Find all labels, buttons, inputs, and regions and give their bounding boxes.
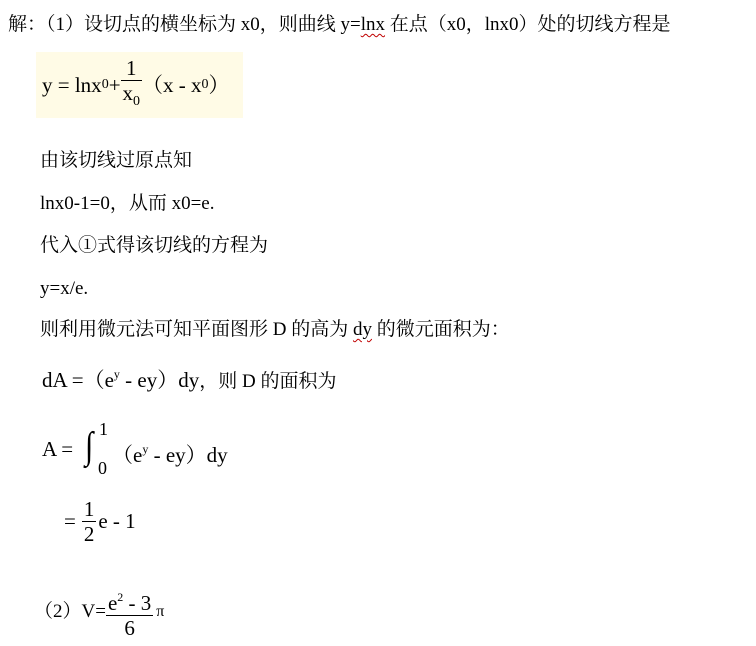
da-rest: - ey）dy bbox=[119, 368, 200, 392]
area-integral bbox=[42, 416, 302, 476]
volume-num-base: e bbox=[107, 590, 118, 615]
area-result-fraction bbox=[82, 497, 97, 546]
integrand bbox=[112, 436, 228, 468]
tangent-paren: （x - x bbox=[142, 73, 202, 97]
integral-upper-limit: 1 bbox=[99, 419, 108, 439]
tangent-plus: + bbox=[108, 73, 121, 97]
volume-den: 6 bbox=[106, 615, 153, 640]
area-result-den: 2 bbox=[83, 521, 95, 546]
tangent-frac-den bbox=[121, 80, 143, 114]
part2-label: （2）V= bbox=[34, 601, 106, 622]
text-line-1: 由该切线过原点知 bbox=[40, 150, 193, 171]
integral-sign: ∫ bbox=[85, 425, 94, 467]
solution-label: 解： bbox=[8, 14, 47, 35]
da-tail: ，则 D 的面积为 bbox=[199, 371, 337, 392]
tangent-frac-num: 1 bbox=[126, 56, 137, 80]
integrand-sup: y bbox=[142, 442, 149, 456]
intro-text-2: 在点（x0，lnx0）处的切线方程是 bbox=[385, 14, 671, 35]
tangent-fraction bbox=[121, 56, 143, 114]
volume-num-rest: - 3 bbox=[123, 590, 152, 615]
area-result-num: 1 bbox=[83, 496, 95, 521]
line5-text-1: 则利用微元法可知平面图形 D 的高为 bbox=[40, 319, 353, 340]
volume-result bbox=[34, 582, 164, 642]
line5-dy: dy bbox=[352, 319, 372, 340]
integral-lower-limit: 0 bbox=[98, 458, 107, 478]
integrand-open: （e bbox=[112, 443, 143, 467]
intro-text-1: （1）设切点的横坐标为 x0，则曲线 y= bbox=[46, 14, 361, 35]
tangent-frac-den-sub: 0 bbox=[133, 94, 141, 109]
tangent-frac-den-x: x bbox=[122, 81, 134, 105]
tangent-sub0: 0 bbox=[101, 77, 109, 92]
volume-num bbox=[106, 585, 153, 615]
tangent-lhs: y = lnx bbox=[42, 73, 102, 97]
text-line-2: lnx0-1=0，从而 x0=e. bbox=[40, 193, 215, 214]
tangent-paren-sub: 0 bbox=[201, 77, 209, 92]
text-line-4: y=x/e. bbox=[40, 278, 89, 299]
text-line-5 bbox=[40, 318, 510, 342]
tangent-close: ） bbox=[208, 73, 230, 97]
area-result bbox=[64, 492, 136, 550]
text-line-3: 代入①式得该切线的方程为 bbox=[40, 235, 269, 256]
line5-text-2: 的微元面积为： bbox=[371, 319, 510, 340]
da-sup: y bbox=[113, 367, 120, 381]
da-lhs: dA =（e bbox=[42, 368, 114, 392]
volume-num-sup: 2 bbox=[117, 589, 124, 604]
volume-pi: π bbox=[156, 603, 165, 620]
intro-line bbox=[8, 13, 671, 37]
integrand-rest: - ey）dy bbox=[148, 443, 228, 467]
differential-area-equation bbox=[42, 361, 336, 394]
volume-fraction bbox=[106, 585, 153, 640]
tangent-equation bbox=[42, 55, 230, 115]
area-result-rest: e - 1 bbox=[98, 509, 136, 533]
area-lhs: A = bbox=[42, 437, 74, 461]
intro-lnx: lnx bbox=[360, 14, 386, 35]
area-result-eq: = bbox=[64, 509, 76, 533]
